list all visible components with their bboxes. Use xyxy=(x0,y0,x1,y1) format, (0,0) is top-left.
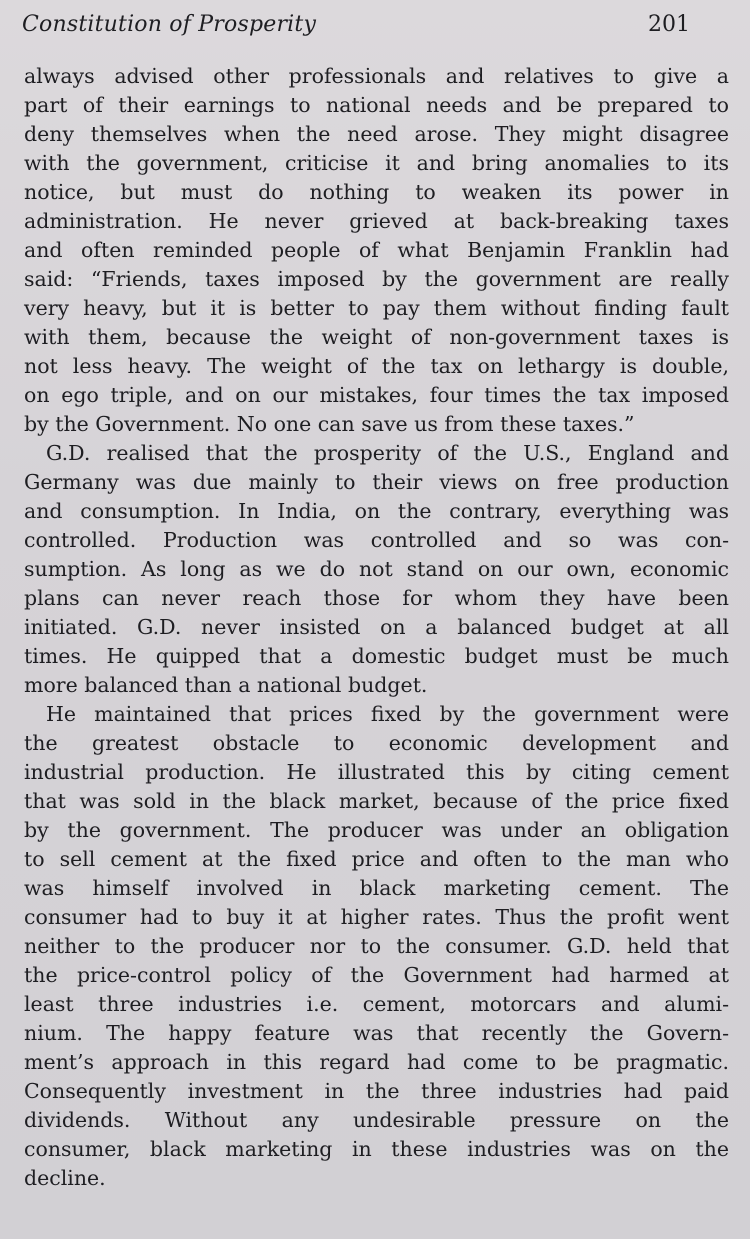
text-line: said: “Friends, taxes imposed by the government are really xyxy=(24,267,729,291)
text-line: plans can never reach those for whom they have been xyxy=(24,586,729,610)
text-line: ment’s approach in this regard had come to be pragmatic. xyxy=(24,1050,729,1074)
text-line: the greatest obstacle to economic development and xyxy=(24,731,729,755)
paragraph-1 xyxy=(24,62,729,439)
text-line: part of their earnings to national needs and be prepared to xyxy=(24,93,729,117)
running-head xyxy=(22,12,690,44)
text-line: and consumption. In India, on the contrary, everything was xyxy=(24,499,729,523)
paragraph-2 xyxy=(24,439,729,700)
text-line: Germany was due mainly to their views on free production xyxy=(24,470,729,494)
text-line: to sell cement at the fixed price and often to the man who xyxy=(24,847,729,871)
text-line: decline. xyxy=(24,1166,106,1190)
text-line: was himself involved in black marketing cement. The xyxy=(24,876,729,900)
text-line: nium. The happy feature was that recently the Govern- xyxy=(24,1021,729,1045)
text-line: with them, because the weight of non-government taxes is xyxy=(24,325,729,349)
body-text xyxy=(24,62,729,1193)
text-line: that was sold in the black market, because of the price fixed xyxy=(24,789,729,813)
text-line: neither to the producer nor to the consumer. G.D. held that xyxy=(24,934,729,958)
running-title: Constitution of Prosperity xyxy=(22,12,317,37)
page-number: 201 xyxy=(648,12,690,37)
text-line: times. He quipped that a domestic budget must be much xyxy=(24,644,729,668)
text-line: He maintained that prices fixed by the government were xyxy=(46,702,729,726)
text-line: by the Government. No one can save us from these taxes.” xyxy=(24,412,635,436)
text-line: notice, but must do nothing to weaken its power in xyxy=(24,180,729,204)
text-line: sumption. As long as we do not stand on our own, economic xyxy=(24,557,729,581)
text-line: by the government. The producer was under an obligation xyxy=(24,818,729,842)
text-line: Consequently investment in the three industries had paid xyxy=(24,1079,729,1103)
text-line: always advised other professionals and relatives to give a xyxy=(24,64,729,88)
text-line: deny themselves when the need arose. They might disagree xyxy=(24,122,729,146)
text-line: on ego triple, and on our mistakes, four times the tax imposed xyxy=(24,383,729,407)
text-line: consumer had to buy it at higher rates. Thus the profit went xyxy=(24,905,729,929)
text-line: least three industries i.e. cement, motorcars and alumi- xyxy=(24,992,729,1016)
text-line: not less heavy. The weight of the tax on lethargy is double, xyxy=(24,354,729,378)
text-line: administration. He never grieved at back-breaking taxes xyxy=(24,209,729,233)
text-line: dividends. Without any undesirable pressure on the xyxy=(24,1108,729,1132)
text-line: the price-control policy of the Government had harmed at xyxy=(24,963,729,987)
paragraph-3 xyxy=(24,700,729,1193)
text-line: more balanced than a national budget. xyxy=(24,673,428,697)
text-line: initiated. G.D. never insisted on a balanced budget at all xyxy=(24,615,729,639)
text-line: with the government, criticise it and bring anomalies to its xyxy=(24,151,729,175)
text-line: and often reminded people of what Benjamin Franklin had xyxy=(24,238,729,262)
text-line: consumer, black marketing in these industries was on the xyxy=(24,1137,729,1161)
text-line: G.D. realised that the prosperity of the U.S., England and xyxy=(46,441,729,465)
text-line: controlled. Production was controlled and so was con- xyxy=(24,528,729,552)
text-line: very heavy, but it is better to pay them without finding fault xyxy=(24,296,729,320)
text-line: industrial production. He illustrated this by citing cement xyxy=(24,760,729,784)
